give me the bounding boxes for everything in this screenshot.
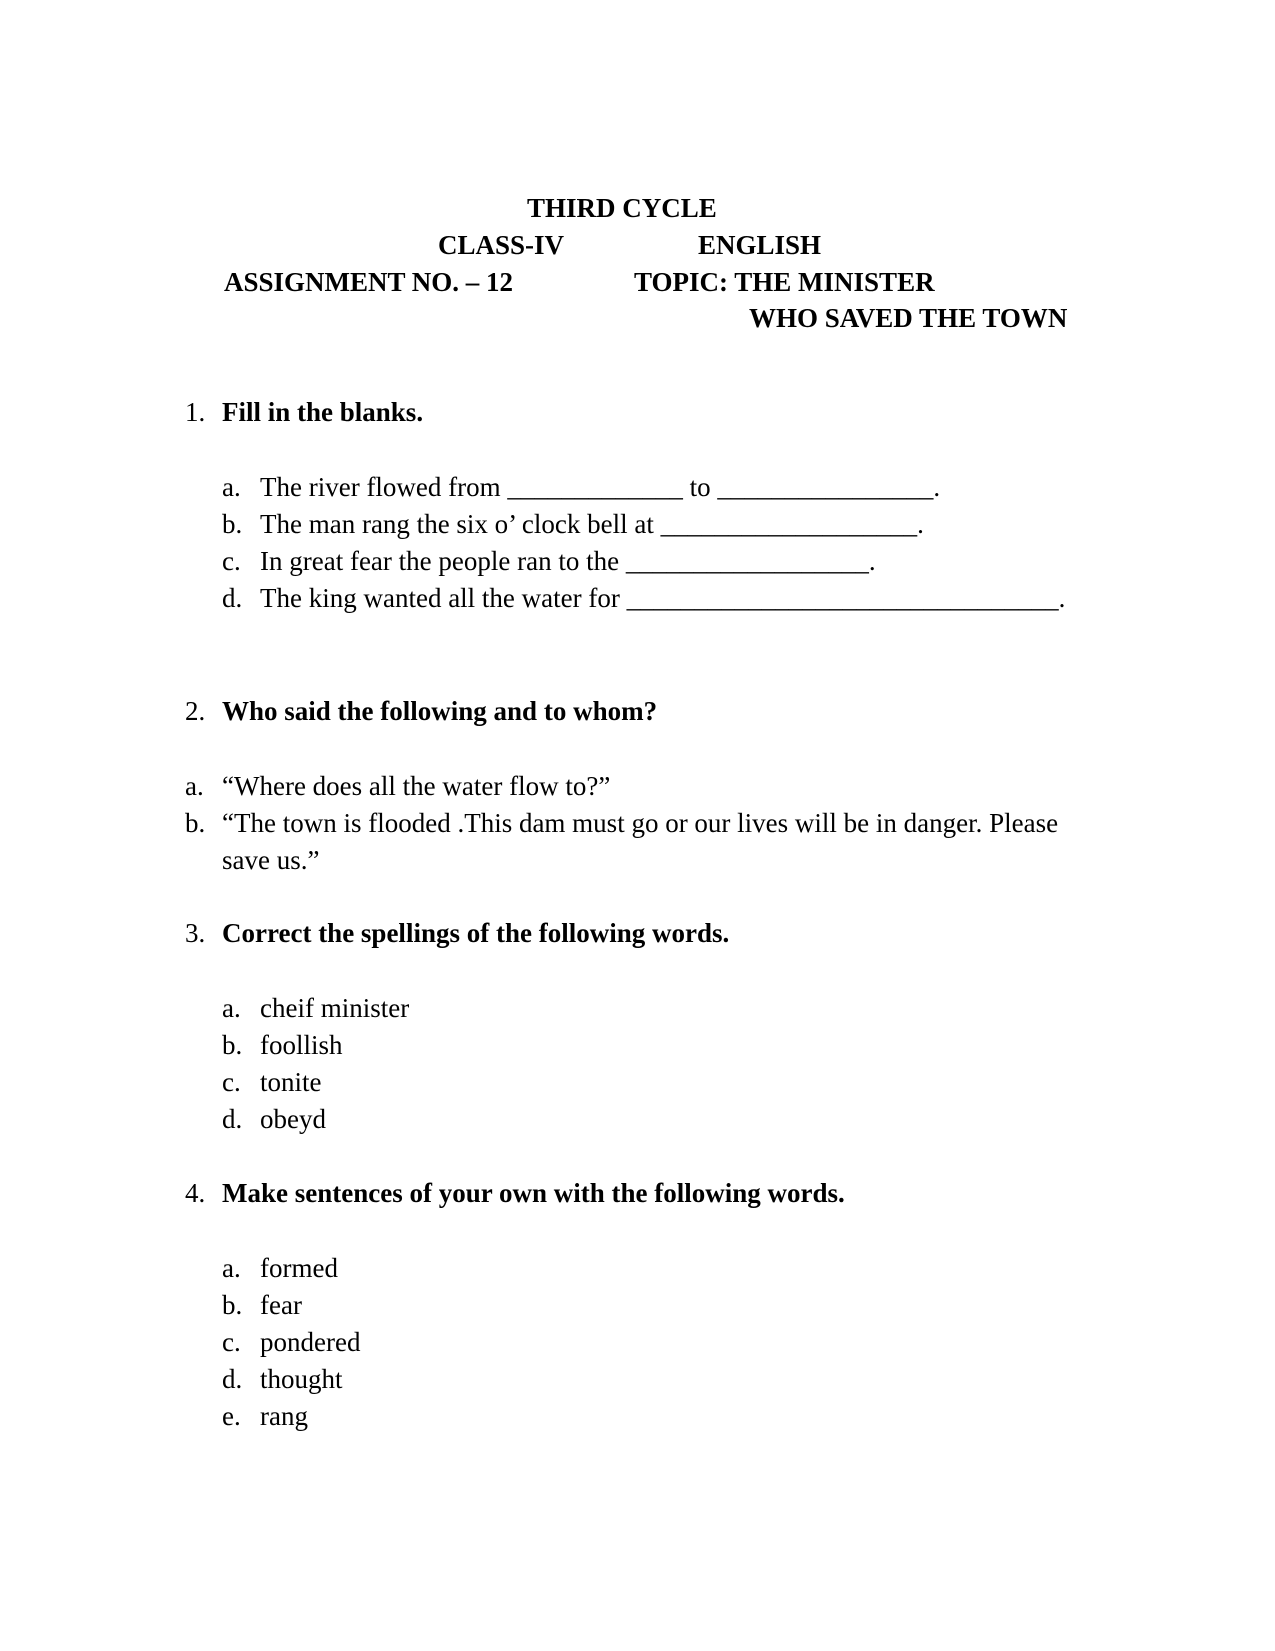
quote-item: “The town is flooded .This dam must go or our lives will be in danger. Please xyxy=(222,808,1059,838)
item-letter: d. xyxy=(222,1104,243,1134)
fill-blank-item: The man rang the six o’ clock bell at ___________________. xyxy=(260,509,924,539)
item-letter: d. xyxy=(222,583,243,613)
quote-item: “Where does all the water flow to?” xyxy=(222,771,611,801)
item-letter: a. xyxy=(222,472,241,502)
fill-blank-item: In great fear the people ran to the __________________. xyxy=(260,546,876,576)
item-letter: b. xyxy=(185,808,206,838)
sentence-word: fear xyxy=(260,1290,302,1320)
item-letter: b. xyxy=(222,1290,243,1320)
topic-line-1: TOPIC: THE MINISTER xyxy=(634,267,935,297)
item-letter: e. xyxy=(222,1401,241,1431)
question-number: 4. xyxy=(185,1178,206,1208)
sentence-word: formed xyxy=(260,1253,338,1283)
subject-label: ENGLISH xyxy=(698,230,822,260)
spelling-word: cheif minister xyxy=(260,993,410,1023)
item-letter: d. xyxy=(222,1364,243,1394)
question-title: Who said the following and to whom? xyxy=(222,696,658,726)
sentence-word: pondered xyxy=(260,1327,361,1357)
item-letter: b. xyxy=(222,1030,243,1060)
item-letter: a. xyxy=(222,993,241,1023)
question-title: Make sentences of your own with the following words. xyxy=(222,1178,845,1208)
question-number: 3. xyxy=(185,918,206,948)
spelling-word: foollish xyxy=(260,1030,343,1060)
sentence-word: thought xyxy=(260,1364,343,1394)
sentence-word: rang xyxy=(260,1401,308,1431)
fill-blank-item: The king wanted all the water for ________________________________. xyxy=(260,583,1066,613)
quote-item-continued: save us.” xyxy=(222,845,320,875)
question-title: Correct the spellings of the following words. xyxy=(222,918,730,948)
cycle-heading: THIRD CYCLE xyxy=(527,193,717,223)
item-letter: c. xyxy=(222,546,241,576)
item-letter: c. xyxy=(222,1327,241,1357)
fill-blank-item: The river flowed from _____________ to ________________. xyxy=(260,472,941,502)
item-letter: a. xyxy=(185,771,204,801)
question-title: Fill in the blanks. xyxy=(222,397,424,427)
item-letter: c. xyxy=(222,1067,241,1097)
spelling-word: tonite xyxy=(260,1067,322,1097)
item-letter: a. xyxy=(222,1253,241,1283)
spelling-word: obeyd xyxy=(260,1104,326,1134)
assignment-number: ASSIGNMENT NO. – 12 xyxy=(224,267,514,297)
item-letter: b. xyxy=(222,509,243,539)
question-number: 1. xyxy=(185,397,206,427)
question-number: 2. xyxy=(185,696,206,726)
topic-line-2: WHO SAVED THE TOWN xyxy=(749,303,1068,333)
class-label: CLASS-IV xyxy=(438,230,565,260)
